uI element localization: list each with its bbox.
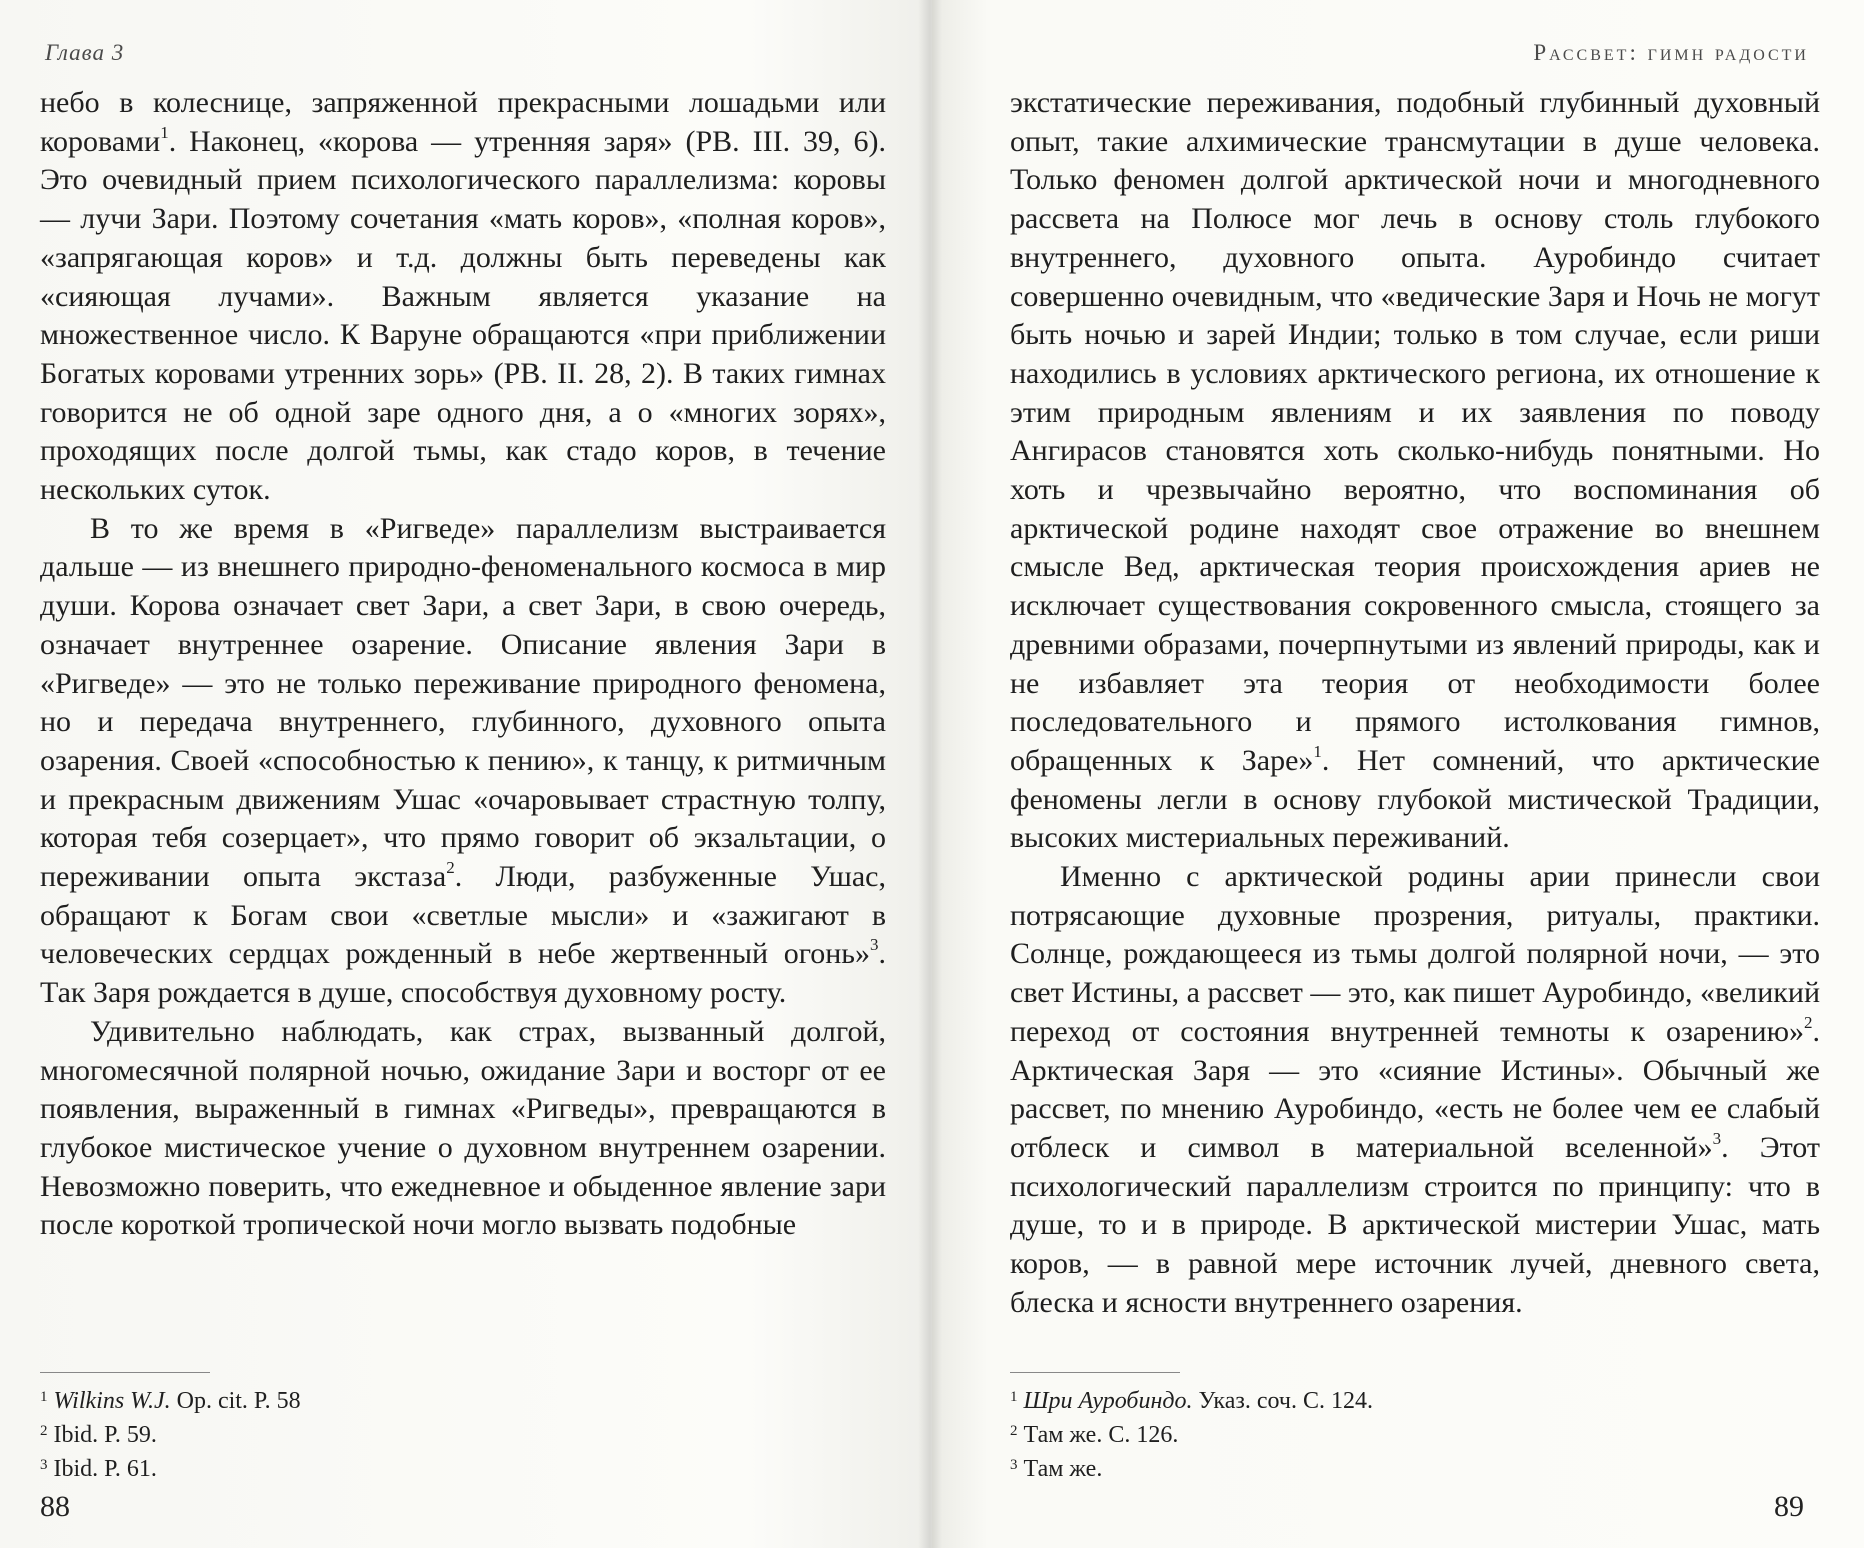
footnote-ref: 3	[870, 935, 879, 955]
right-body-text	[1010, 84, 1820, 1323]
footnote-ref: 1	[1313, 741, 1322, 761]
footnote-number: 3	[40, 1457, 48, 1473]
paragraph: экстатические переживания, подобный глубинный духовный опыт, такие алхимические трансмутации в душе человека. Только феномен долгой арктической ночи и многодневного рассвета на Полюсе мог лечь в основу столь глубокого внутреннего, духовного опыта. Ауробиндо считает совершенно очевидным, что «ведические Заря и Ночь не могут быть ночью и зарей Индии; только в том случае, если риши находились в условиях арктического региона, их отношение к этим природным явлениям и их заявления по поводу Ангирасов становятся хоть сколько-нибудь понятными. Но хоть и чрезвычайно вероятно, что воспоминания об арктической родине находят свое отражение во внешнем смысле Вед, арктическая теория происхождения ариев не исключает существования сокровенного смысла, стоящего за древними образами, почерпнутыми из явлений природы, как и не избавляет эта теория от необходимости более последовательного и прямого истолкования гимнов, обращенных к Заре»$^1$. Нет сомнений, что арктические феномены легли в основу глубокой мистической Традиции, высоких мистериальных переживаний.	[1010, 86, 1820, 855]
right-page	[932, 0, 1864, 1548]
footnote	[1010, 1450, 1373, 1484]
footnote-number: 1	[40, 1389, 48, 1405]
footnote-text: Ibid. P. 61.	[53, 1456, 157, 1482]
footnote	[40, 1382, 301, 1416]
paragraph: небо в колеснице, запряженной прекрасными лошадьми или коровами$^1$. Наконец, «корова — утренняя заря» (РВ. III. 39, 6). Это очевидный прием психологического параллелизма: коровы — лучи Зари. Поэтому сочетания «мать коров», «полная коров», «запрягающая коров» и т.д. должны быть переведены как «сияющая лучами». Важным является указание на множественное число. К Варуне обращаются «при приближении Богатых коровами утренних зорь» (РВ. II. 28, 2). В таких гимнах говорится не об одной заре одного дня, а о «многих зорях», проходящих после долгой тьмы, как стадо коров, в течение нескольких суток.	[40, 86, 886, 507]
running-head-title: Рассвет: гимн радости	[1533, 40, 1809, 65]
footnote-ref: 3	[1712, 1128, 1722, 1148]
running-head-chapter: Глава 3	[45, 40, 125, 65]
footnote-text: Op. cit. P. 58	[176, 1388, 301, 1414]
footnote-divider	[40, 1372, 210, 1373]
footnote	[1010, 1416, 1373, 1450]
footnote-text: Указ. соч. С. 124.	[1198, 1388, 1373, 1414]
book-gutter-shadow	[918, 0, 942, 1548]
footnote-number: 1	[1010, 1389, 1018, 1405]
footnote-divider	[1010, 1372, 1180, 1373]
paragraph: Именно с арктической родины арии принесли свои потрясающие духовные прозрения, ритуалы, практики. Солнце, рождающееся из тьмы долгой полярной ночи, — это свет Истины, а рассвет — это, как пишет Ауробиндо, «великий переход от состояния внутренней темноты к озарению»$^2$. Арктическая Заря — это «сияние Истины». Обычный же рассвет, по мнению Ауробиндо, «есть не более чем ее слабый отблеск и символ в материальной вселенной»$^3$. Этот психологический параллелизм строится по принципу: что в душе, то и в природе. В арктической мистерии Ушас, мать коров, — в равной мере источник лучей, дневного света, блеска и ясности внутреннего озарения.	[1010, 860, 1820, 1319]
paragraph: Удивительно наблюдать, как страх, вызванный долгой, многомесячной полярной ночью, ожидание Зари и восторг от ее появления, выраженный в гимнах «Ригведы», превращаются в глубокое мистическое учение о духовном внутреннем озарении. Невозможно поверить, что ежедневное и обыденное явление зари после короткой тропической ночи могло вызвать подобные	[40, 1014, 886, 1242]
footnote-author: Wilkins W.J.	[53, 1388, 171, 1414]
footnote-number: 2	[40, 1423, 48, 1439]
footnote-ref: 2	[1804, 1012, 1813, 1032]
footnote	[40, 1450, 301, 1484]
footnote	[40, 1416, 301, 1450]
footnote-number: 3	[1010, 1457, 1018, 1473]
footnote-author: Шри Ауробиндо.	[1023, 1388, 1193, 1414]
paragraph: В то же время в «Ригведе» параллелизм выстраивается дальше — из внешнего природно-феноменального космоса в мир души. Корова означает свет Зари, а свет Зари, в свою очередь, означает внутреннее озарение. Описание явления Зари в «Ригведе» — это не только переживание природного феномена, но и передача внутреннего, глубинного, духовного опыта озарения. Своей «способностью к пению», к танцу, к ритмичным и прекрасным движениям Ушас «очаровывает страстную толпу, которая тебя созерцает», что прямо говорит об экзальтации, о переживании опыта экстаза$^2$. Люди, разбуженные Ушас, обращают к Богам свои «светлые мысли» и «зажигают в человеческих сердцах рожденный в небе жертвенный огонь»$^3$. Так Заря рождается в душе, способствуя духовному росту.	[40, 511, 886, 1010]
footnote-ref: 1	[160, 122, 169, 142]
footnote-text: Ibid. P. 59.	[53, 1422, 157, 1448]
footnote-text: Там же. С. 126.	[1023, 1422, 1179, 1448]
right-footnotes	[1010, 1382, 1373, 1484]
left-body-text	[40, 84, 886, 1245]
left-footnotes	[40, 1382, 301, 1484]
footnote-ref: 2	[446, 858, 455, 878]
footnote-number: 2	[1010, 1423, 1018, 1439]
footnote-text: Там же.	[1023, 1456, 1103, 1482]
page-number: 89	[1774, 1490, 1804, 1523]
page-number: 88	[40, 1490, 70, 1523]
footnote	[1010, 1382, 1373, 1416]
